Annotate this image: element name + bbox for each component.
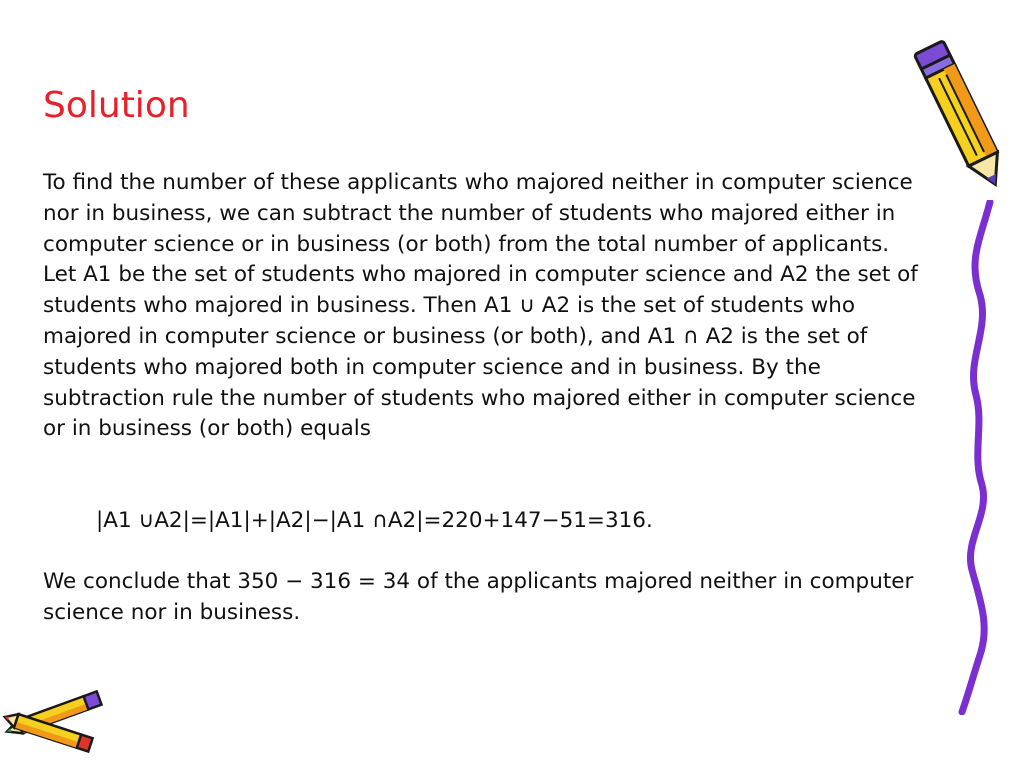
- conclusion-paragraph: We conclude that 350 − 316 = 34 of the applicants majored neither in computer science nor in business.: [43, 569, 914, 625]
- squiggle-line: [950, 200, 1000, 715]
- pencils-icon: [0, 690, 120, 760]
- inclusion-exclusion-formula: |A1 ∪A2|=|A1|+|A2|−|A1 ∩A2|=220+147−51=316.: [96, 508, 653, 533]
- pencil-icon: [912, 36, 1012, 198]
- slide-title: Solution: [43, 85, 190, 126]
- solution-paragraph: To find the number of these applicants who majored neither in computer science nor in business, we can subtract the number of students who majored either in computer science or in business (or both) from the total number of applicants. Let A1 be the set of students who majored in computer science and A2 the set of students who majored in business. Then A1 ∪ A2 is the set of students who majored in computer science or business (or both), and A1 ∩ A2 is the set of students who majored both in computer science and in business. By the subtraction rule the number of students who majored either in computer science or in business (or both) equals: [43, 170, 918, 442]
